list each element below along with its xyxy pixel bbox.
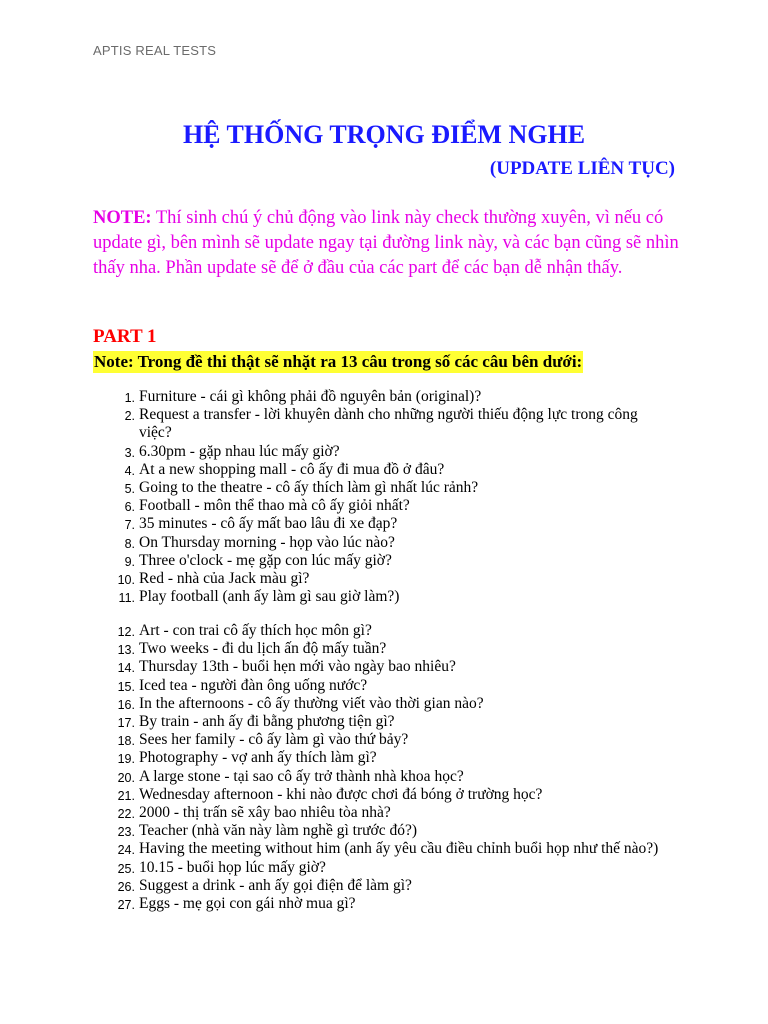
document-subtitle: (UPDATE LIÊN TỤC) [489,158,675,179]
list-item [0,804,669,822]
list-item-number: 6. [124,500,135,515]
list-item-number: 11. [118,591,135,606]
list-item-text: Art - con trai cô ấy thích học môn gì? [139,622,372,639]
list-item [0,658,669,676]
list-item-text: Play football (anh ấy làm gì sau giờ làm?) [139,588,400,606]
list-item-text: Request a transfer - lời khuyên dành cho những người thiếu động lực trong công việc? [139,406,638,442]
list-item-number: 8. [124,536,135,551]
list-item [0,877,669,895]
list-item-number: 16. [117,697,135,712]
list-item-text: At a new shopping mall - cô ấy đi mua đồ ở đâu? [139,460,445,478]
list-item-number: 18. [117,734,135,749]
list-item-number: 9. [124,554,135,569]
list-item-number: 17. [117,716,135,731]
list-item [0,786,669,804]
list-item-number: 21. [117,788,135,803]
list-item [0,859,669,877]
list-item-text: On Thursday morning - họp vào lúc nào? [139,533,395,551]
note-body: Thí sinh chú ý chủ động vào link này check thường xuyên, vì nếu có update gì, bên mình sẽ update ngay tại đường link này, và các bạn cũng sẽ nhìn thấy nha. Phần update sẽ để ở đầu của các part để các bạn dễ nhận thấy. [93,208,679,278]
list-item [0,406,669,442]
note-lead: NOTE: [93,208,152,228]
list-item-text: 10.15 - buổi họp lúc mấy giờ? [139,858,326,876]
list-item-number: 19. [117,752,135,767]
list-item-text: Having the meeting without him (anh ấy yêu cầu điều chỉnh buổi họp như thế nào?) [139,840,659,858]
list-item-text: Football - môn thể thao mà cô ấy giỏi nhất? [139,497,410,515]
list-item-number: 14. [117,661,135,676]
list-item-text: Iced tea - người đàn ông uống nước? [139,676,368,694]
list-item-number: 15. [117,679,135,694]
list-item [0,570,669,588]
list-item [0,552,669,570]
list-item [0,515,669,533]
list-item [0,443,669,461]
list-item [0,588,669,606]
list-item-text: Suggest a drink - anh ấy gọi điện để làm gì? [139,876,412,894]
document-title: HỆ THỐNG TRỌNG ĐIỂM NGHE [182,120,586,149]
list-item-text: Wednesday afternoon - khi nào được chơi đá bóng ở trường học? [139,785,543,803]
list-item [0,461,669,479]
list-item [0,677,669,695]
list-item-text: 35 minutes - cô ấy mất bao lâu đi xe đạp? [139,515,398,533]
list-item-text: Sees her family - cô ấy làm gì vào thứ bảy? [139,731,409,749]
list-item-number: 23. [117,825,135,840]
list-item [0,713,669,731]
list-item-number: 22. [117,807,135,822]
part-note: Note: Trong đề thi thật sẽ nhặt ra 13 câu trong số các câu bên dưới: [94,352,583,371]
list-item [0,840,669,858]
note-paragraph [93,206,683,281]
list-item-number: 25. [117,861,135,876]
list-item [0,749,669,767]
list-item-text: Three o'clock - mẹ gặp con lúc mấy giờ? [139,551,392,569]
list-item [0,497,669,515]
list-item-number: 4. [124,463,135,478]
list-item [0,388,669,406]
list-item [0,895,669,913]
list-item [0,534,669,552]
list-item-text: 6.30pm - gặp nhau lúc mấy giờ? [139,442,340,460]
part-heading: PART 1 [93,326,157,347]
list-item [0,695,669,713]
list-item-text: Eggs - mẹ gọi con gái nhờ mua gì? [139,895,356,913]
list-item-text: Teacher (nhà văn này làm nghề gì trước đó?) [139,822,418,840]
list-item-number: 26. [117,879,135,894]
list-item-text: Thursday 13th - buổi hẹn mới vào ngày bao nhiêu? [139,658,456,676]
list-item-number: 5. [124,482,135,497]
list-item-text: Red - nhà của Jack màu gì? [139,570,310,588]
list-item [0,479,669,497]
list-item-number: 12. [117,625,135,639]
list-item-text: Furniture - cái gì không phải đồ nguyên bản (original)? [139,388,482,405]
list-item-text: 2000 - thị trấn sẽ xây bao nhiêu tòa nhà? [139,804,391,822]
question-list-2 [0,622,768,913]
list-item-number: 27. [117,898,135,913]
list-item-number: 2. [124,409,135,424]
list-item-text: Photography - vợ anh ấy thích làm gì? [139,749,377,767]
question-list-1 [0,388,768,606]
list-item-text: A large stone - tại sao cô ấy trở thành nhà khoa học? [139,767,464,785]
list-item [0,640,669,658]
page-header: APTIS REAL TESTS [93,43,217,58]
list-item-text: Going to the theatre - cô ấy thích làm gì nhất lúc rảnh? [139,479,479,497]
list-item-number: 13. [117,643,135,658]
list-item-number: 10. [117,573,135,588]
list-item-number: 1. [124,391,135,405]
list-item [0,768,669,786]
list-item-number: 20. [117,770,135,785]
list-item [0,822,669,840]
list-item-number: 3. [124,445,135,460]
list-item [0,731,669,749]
list-item-text: By train - anh ấy đi bằng phương tiện gì? [139,713,395,731]
list-item-text: Two weeks - đi du lịch ấn độ mấy tuần? [139,640,387,658]
list-item-number: 7. [124,518,135,533]
list-item [0,622,669,640]
list-item-text: In the afternoons - cô ấy thường viết vào thời gian nào? [139,694,484,712]
list-item-number: 24. [117,843,135,858]
